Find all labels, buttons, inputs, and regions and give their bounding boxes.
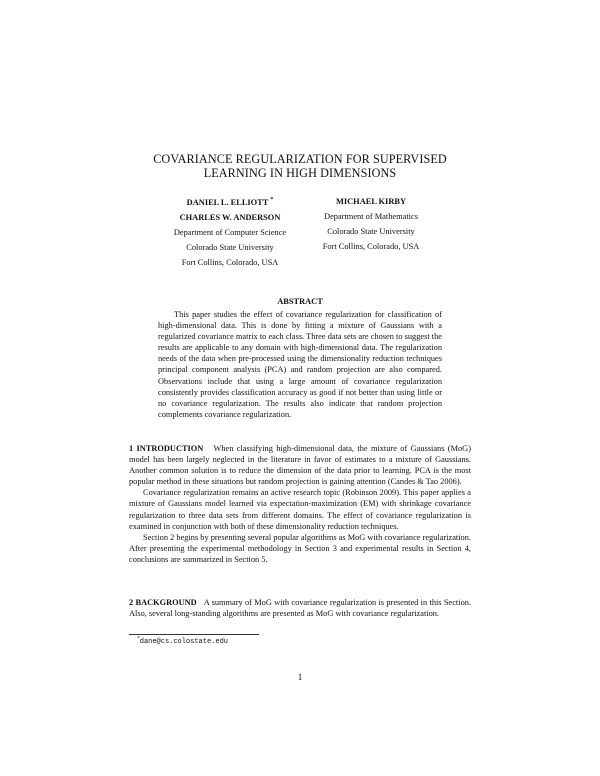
author-footnote-mark: * — [270, 197, 274, 204]
footnote — [137, 635, 228, 646]
section-background — [129, 597, 471, 619]
footnote-email: dane@cs.colostate.edu — [139, 638, 228, 646]
footnote-mark: * — [137, 635, 140, 642]
title-line-1: COVARIANCE REGULARIZATION FOR SUPERVISED — [153, 152, 447, 166]
section-1-heading: 1 INTRODUCTION — [129, 444, 204, 453]
title-line-2: LEARNING IN HIGH DIMENSIONS — [203, 165, 397, 180]
author-dept-left: Department of Computer Science — [173, 228, 287, 237]
footnote-divider — [129, 634, 259, 635]
page-number: 1 — [297, 673, 303, 683]
author-location-left: Fort Collins, Colorado, USA — [181, 258, 279, 267]
abstract-heading: ABSTRACT — [277, 297, 323, 306]
author-university-left: Colorado State University — [186, 243, 274, 252]
abstract-text: This paper studies the effect of covariance regularization for classification of high-dimensional data. This is done by fitting a mixture of Gaussians with a regularized covariance matrix to each class. Three data sets are chosen to suggest the results are applicable to any domain with high-dimensional data. The regularization needs of the data when pre-processed using the dimensionality reduction techniques principal component analysis (PCA) and random projection are also compared. Observations include that using a large amount of covariance regularization consistently provides classification accuracy as good if not better than using little or no covariance regularization. The results also indicate that random projection complements covariance regularization. — [158, 310, 442, 419]
section-introduction — [129, 443, 471, 565]
background-paragraph-1: A summary of MoG with covariance regularization is presented in this Section. Also, several long-standing algorithms are presented as MoG with covariance regularization. — [129, 598, 472, 619]
author-name-kirby: MICHAEL KIRBY — [335, 197, 407, 206]
author-name-elliott: DANIEL L. ELLIOTT * — [186, 197, 274, 207]
author-block-right — [296, 194, 446, 254]
intro-paragraph-2: Covariance regularization remains an active research topic (Robinson 2009). This paper applies a mixture of Gaussians model learned via expectation-maximization (EM) with shrinkage covariance regularization to three data sets from different domains. The effect of covariance regularization is examined in conjunction with both of these dimensionality reduction techniques. — [129, 488, 471, 531]
section-2-heading: 2 BACKGROUND — [129, 598, 197, 607]
author-location-right: Fort Collins, Colorado, USA — [322, 242, 420, 251]
paper-title — [130, 153, 470, 180]
author-name-anderson: CHARLES W. ANDERSON — [179, 213, 281, 222]
author-dept-right: Department of Mathematics — [324, 212, 418, 221]
intro-paragraph-3: Section 2 begins by presenting several popular algorithms as MoG with covariance regularization. After presenting the experimental methodology in Section 3 and experimental results in Section 4, conclusions are summarized in Section 5. — [129, 532, 471, 564]
intro-paragraph-1: When classifying high-dimensional data, the mixture of Gaussians (MoG) model has been largely neglected in the literature in favor of estimates to a mixture of Gaussians. Another common solution is to reduce the dimension of the data prior to learning. PCA is the most popular method in these situations but random projection is gaining attention (Candes & Tao 2006). — [129, 444, 471, 487]
author-block-left — [155, 195, 305, 270]
author-university-right: Colorado State University — [327, 227, 415, 236]
